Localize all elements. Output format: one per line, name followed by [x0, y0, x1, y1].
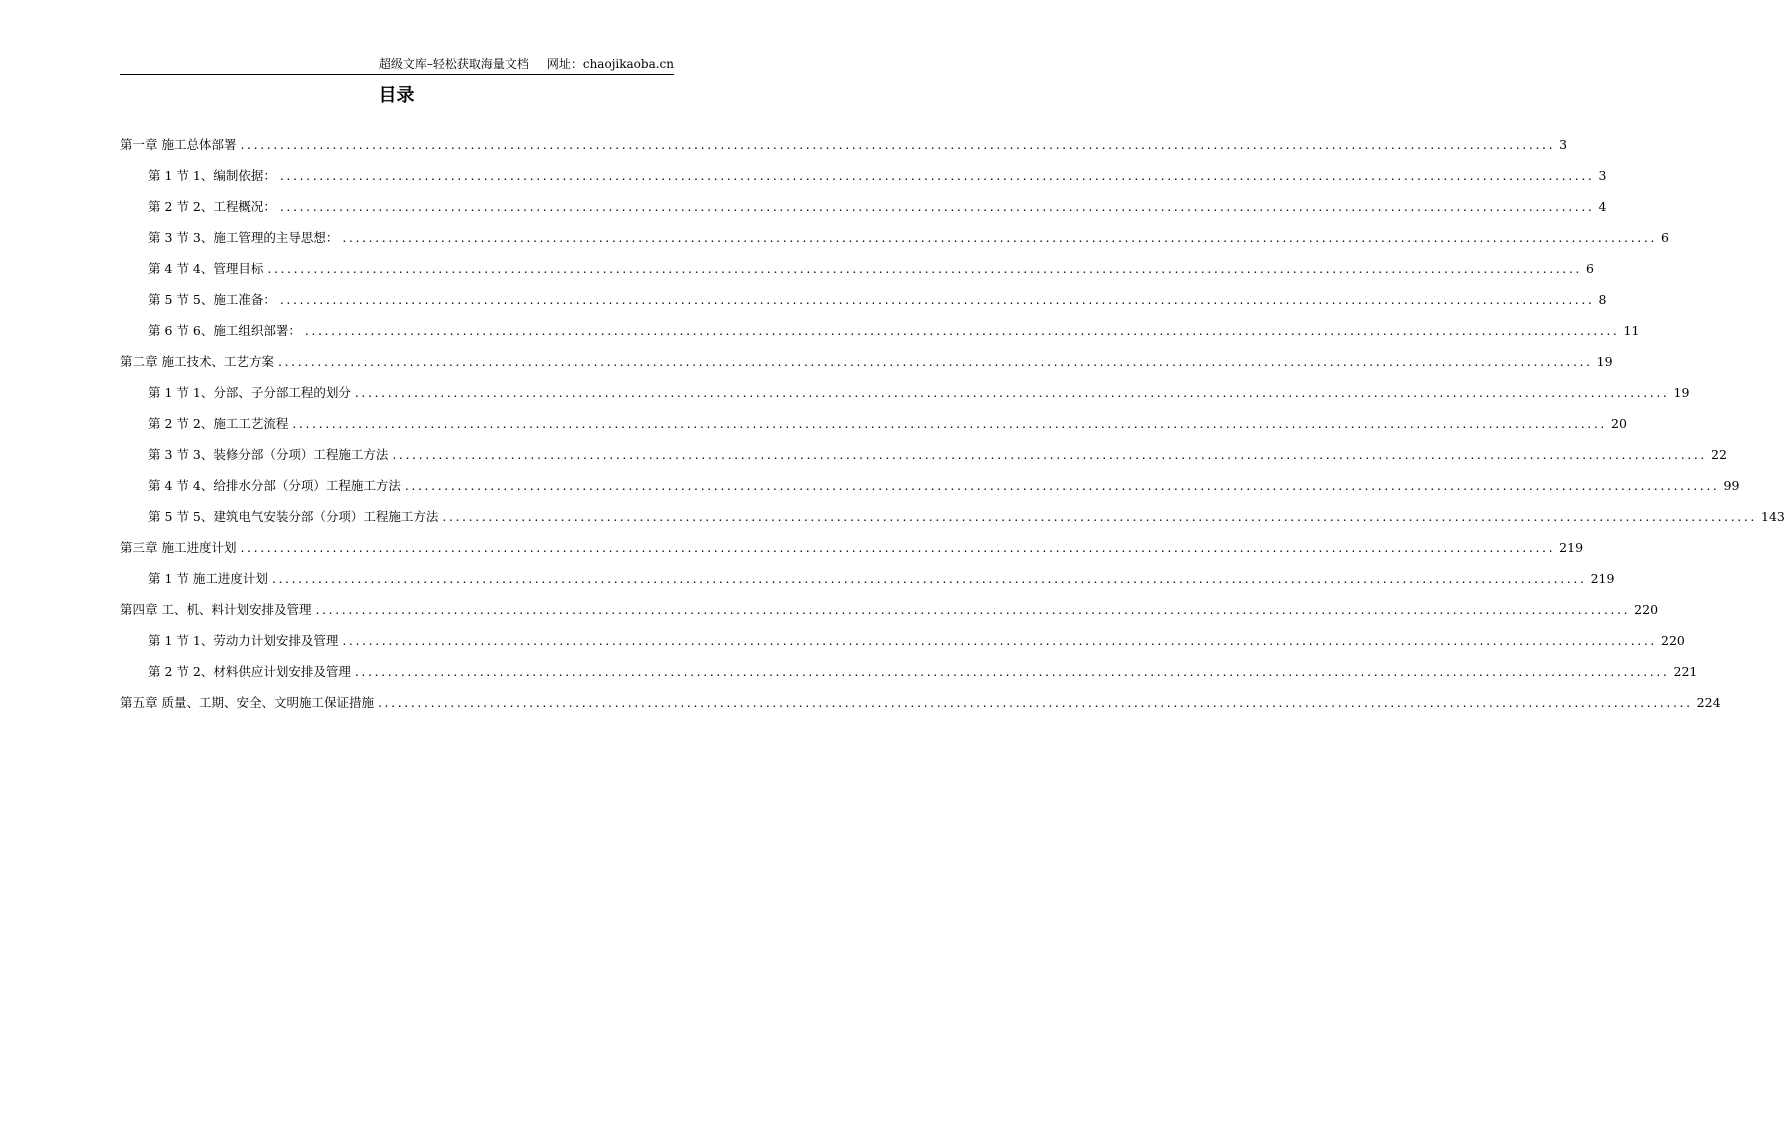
- toc-chapter-entry[interactable]: [120, 587, 1659, 618]
- toc-entry-title: 第 6 节 6、施工组织部署：: [148, 323, 301, 338]
- toc-dot-leader: ........................................................................................................................................................................................................: [342, 230, 1658, 245]
- toc-dot-leader: ........................................................................................................................................................................................................: [377, 695, 1693, 710]
- toc-page-number: 3: [1559, 137, 1568, 152]
- toc-dot-leader: ........................................................................................................................................................................................................: [404, 478, 1720, 493]
- toc-entry-title: 第 1 节 施工进度计划: [148, 571, 268, 586]
- toc-entry-title: 第三章 施工进度计划: [120, 540, 237, 555]
- toc-dot-leader: ........................................................................................................................................................................................................: [354, 664, 1670, 679]
- toc-page-number: 99: [1723, 478, 1740, 493]
- toc-page-number: 19: [1596, 354, 1613, 369]
- toc-entry-title: 第 3 节 3、施工管理的主导思想：: [148, 230, 339, 245]
- header-library-text: 超级文库–轻松获取海量文档: [378, 57, 529, 71]
- toc-page-number: 220: [1661, 633, 1685, 648]
- toc-page-number: 220: [1634, 602, 1659, 617]
- toc-dot-leader: ........................................................................................................................................................................................................: [279, 168, 1595, 183]
- toc-page-number: 6: [1586, 261, 1594, 276]
- toc-entry-title: 第 4 节 4、管理目标: [148, 261, 264, 276]
- toc-dot-leader: ........................................................................................................................................................................................................: [442, 509, 1758, 524]
- toc-chapter-entry[interactable]: [120, 122, 1568, 153]
- toc-page-number: 143: [1761, 509, 1785, 524]
- toc-dot-leader: ........................................................................................................................................................................................................: [240, 540, 1556, 555]
- table-of-contents: [120, 122, 1785, 711]
- toc-dot-leader: ........................................................................................................................................................................................................: [279, 292, 1595, 307]
- toc-page-number: 3: [1598, 168, 1607, 183]
- toc-page-number: 219: [1590, 571, 1615, 586]
- toc-page-number: 4: [1598, 199, 1607, 214]
- toc-section-entry[interactable]: [120, 215, 1669, 246]
- toc-page-number: 8: [1598, 292, 1607, 307]
- toc-dot-leader: ........................................................................................................................................................................................................: [315, 602, 1631, 617]
- toc-section-entry[interactable]: [120, 370, 1690, 401]
- toc-entry-title: 第四章 工、机、料计划安排及管理: [120, 602, 312, 617]
- toc-entry-title: 第 4 节 4、给排水分部（分项）工程施工方法: [148, 478, 401, 493]
- toc-dot-leader: ........................................................................................................................................................................................................: [277, 354, 1593, 369]
- toc-chapter-entry[interactable]: [120, 339, 1613, 370]
- toc-page-number: 219: [1559, 540, 1584, 555]
- toc-section-entry[interactable]: [120, 432, 1727, 463]
- toc-dot-leader: ........................................................................................................................................................................................................: [240, 137, 1556, 152]
- toc-title: 目录: [378, 85, 415, 106]
- toc-chapter-entry[interactable]: [120, 525, 1584, 556]
- toc-page-number: 20: [1611, 416, 1627, 431]
- toc-dot-leader: ........................................................................................................................................................................................................: [292, 416, 1608, 431]
- toc-entry-title: 第 1 节 1、分部、子分部工程的划分: [148, 385, 351, 400]
- toc-page-number: 11: [1623, 323, 1640, 338]
- toc-section-entry[interactable]: [120, 463, 1740, 494]
- toc-dot-leader: ........................................................................................................................................................................................................: [354, 385, 1670, 400]
- toc-entry-title: 第五章 质量、工期、安全、文明施工保证措施: [120, 695, 374, 710]
- toc-entry-title: 第 5 节 5、建筑电气安装分部（分项）工程施工方法: [148, 509, 439, 524]
- toc-section-entry[interactable]: [120, 184, 1607, 215]
- page-header: [120, 56, 674, 75]
- toc-page-number: 224: [1696, 695, 1721, 710]
- toc-page-number: 19: [1673, 385, 1690, 400]
- toc-entry-title: 第 5 节 5、施工准备：: [148, 292, 276, 307]
- toc-chapter-entry[interactable]: [120, 680, 1721, 711]
- toc-dot-leader: ........................................................................................................................................................................................................: [271, 571, 1587, 586]
- toc-section-entry[interactable]: [120, 308, 1640, 339]
- toc-entry-title: 第 1 节 1、劳动力计划安排及管理: [148, 633, 339, 648]
- toc-dot-leader: ........................................................................................................................................................................................................: [342, 633, 1658, 648]
- toc-section-entry[interactable]: [120, 153, 1607, 184]
- toc-entry-title: 第一章 施工总体部署: [120, 137, 237, 152]
- toc-entry-title: 第二章 施工技术、工艺方案: [120, 354, 274, 369]
- header-url: 网址：chaojikaoba.cn: [546, 57, 674, 71]
- toc-section-entry[interactable]: [120, 277, 1607, 308]
- toc-entry-title: 第 1 节 1、编制依据：: [148, 168, 276, 183]
- toc-page-number: 22: [1711, 447, 1727, 462]
- toc-entry-title: 第 2 节 2、工程概况：: [148, 199, 276, 214]
- toc-section-entry[interactable]: [120, 246, 1594, 277]
- toc-page-number: 221: [1673, 664, 1698, 679]
- toc-section-entry[interactable]: [120, 649, 1698, 680]
- toc-dot-leader: ........................................................................................................................................................................................................: [304, 323, 1620, 338]
- toc-page-number: 6: [1661, 230, 1669, 245]
- toc-entry-title: 第 2 节 2、施工工艺流程: [148, 416, 289, 431]
- toc-dot-leader: ........................................................................................................................................................................................................: [267, 261, 1583, 276]
- toc-section-entry[interactable]: [120, 401, 1627, 432]
- toc-section-entry[interactable]: [120, 618, 1685, 649]
- toc-section-entry[interactable]: [120, 494, 1785, 525]
- toc-dot-leader: ........................................................................................................................................................................................................: [392, 447, 1708, 462]
- toc-dot-leader: ........................................................................................................................................................................................................: [279, 199, 1595, 214]
- toc-entry-title: 第 3 节 3、装修分部（分项）工程施工方法: [148, 447, 389, 462]
- toc-entry-title: 第 2 节 2、材料供应计划安排及管理: [148, 664, 351, 679]
- toc-section-entry[interactable]: [120, 556, 1615, 587]
